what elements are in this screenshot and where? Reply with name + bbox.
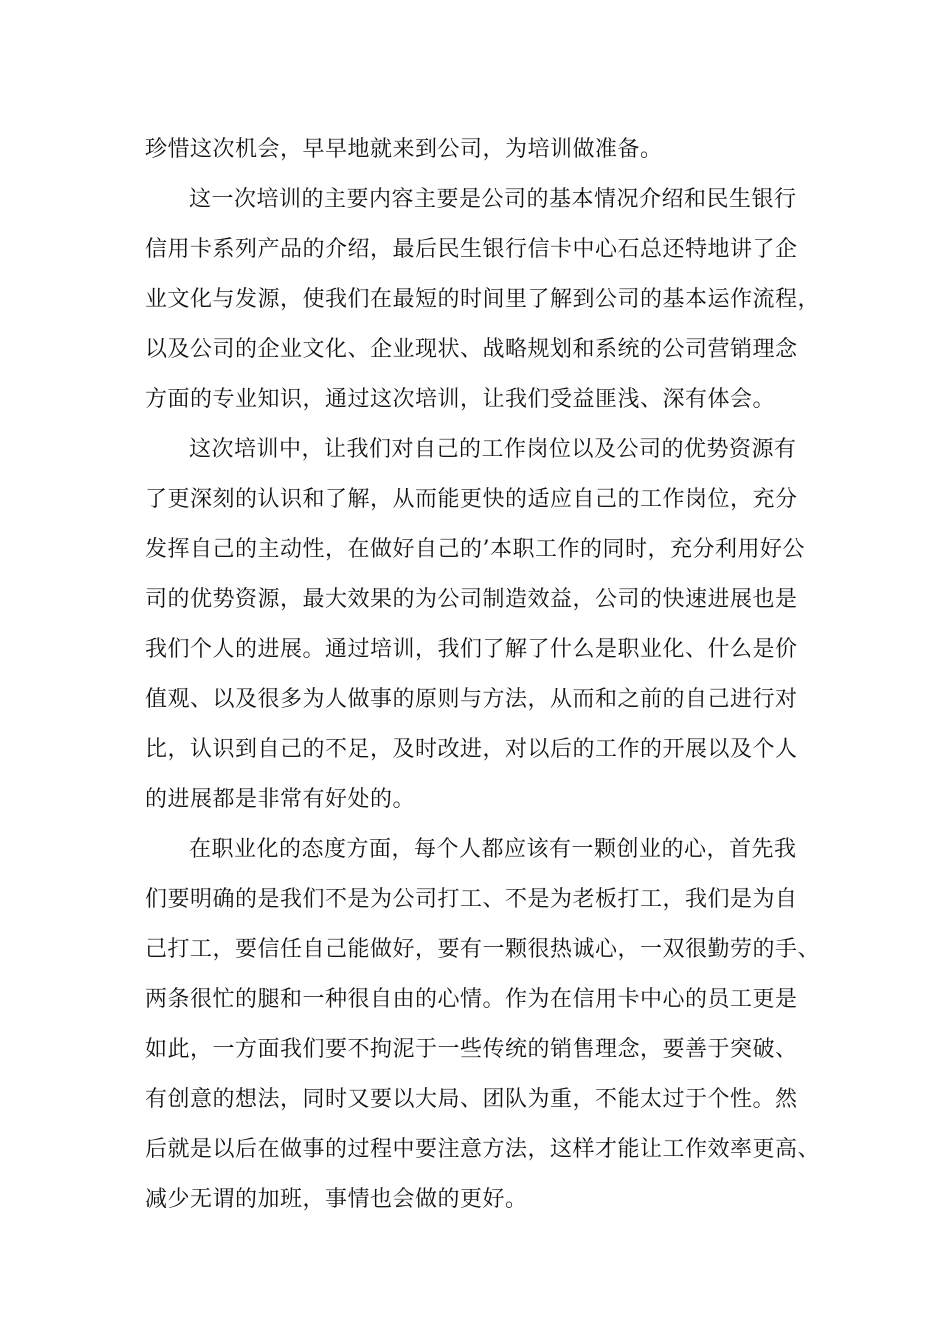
text-line: 比，认识到自己的不足，及时改进，对以后的工作的开展以及个人 bbox=[145, 737, 798, 762]
text-line: 业文化与发源，使我们在最短的时间里了解到公司的基本运作流程， bbox=[145, 287, 821, 312]
text-line: 值观、以及很多为人做事的原则与方法，从而和之前的自己进行对 bbox=[145, 687, 798, 712]
text-line: 的进展都是非常有好处的。 bbox=[145, 787, 416, 812]
text-line: 方面的专业知识，通过这次培训，让我们受益匪浅、深有体会。 bbox=[145, 387, 776, 412]
text-line: 信用卡系列产品的介绍，最后民生银行信卡中心石总还特地讲了企 bbox=[145, 237, 798, 262]
text-line: 如此，一方面我们要不拘泥于一些传统的销售理念，要善于突破、 bbox=[145, 1037, 798, 1062]
text-line: 们要明确的是我们不是为公司打工、不是为老板打工，我们是为自 bbox=[145, 887, 798, 912]
text-line: 珍惜这次机会，早早地就来到公司，为培训做准备。 bbox=[145, 137, 663, 162]
paragraph-first-line: 在职业化的态度方面，每个人都应该有一颗创业的心，首先我 bbox=[189, 837, 797, 862]
paragraph-first-line: 这次培训中，让我们对自己的工作岗位以及公司的优势资源有 bbox=[189, 437, 797, 462]
text-line: 了更深刻的认识和了解，从而能更快的适应自己的工作岗位，充分 bbox=[145, 487, 798, 512]
text-line: 发挥自己的主动性，在做好自己的’本职工作的同时，充分利用好公 bbox=[145, 537, 805, 562]
text-line: 我们个人的进展。通过培训，我们了解了什么是职业化、什么是价 bbox=[145, 637, 798, 662]
text-line: 有创意的想法，同时又要以大局、团队为重，不能太过于个性。然 bbox=[145, 1087, 798, 1112]
text-line: 两条很忙的腿和一种很自由的心情。作为在信用卡中心的员工更是 bbox=[145, 987, 798, 1012]
text-line: 司的优势资源，最大效果的为公司制造效益，公司的快速进展也是 bbox=[145, 587, 798, 612]
text-line: 减少无谓的加班，事情也会做的更好。 bbox=[145, 1187, 528, 1212]
text-line: 以及公司的企业文化、企业现状、战略规划和系统的公司营销理念 bbox=[145, 337, 798, 362]
text-line: 己打工，要信任自己能做好，要有一颗很热诚心，一双很勤劳的手、 bbox=[145, 937, 821, 962]
text-line: 后就是以后在做事的过程中要注意方法，这样才能让工作效率更高、 bbox=[145, 1137, 821, 1162]
paragraph-first-line: 这一次培训的主要内容主要是公司的基本情况介绍和民生银行 bbox=[189, 187, 797, 212]
